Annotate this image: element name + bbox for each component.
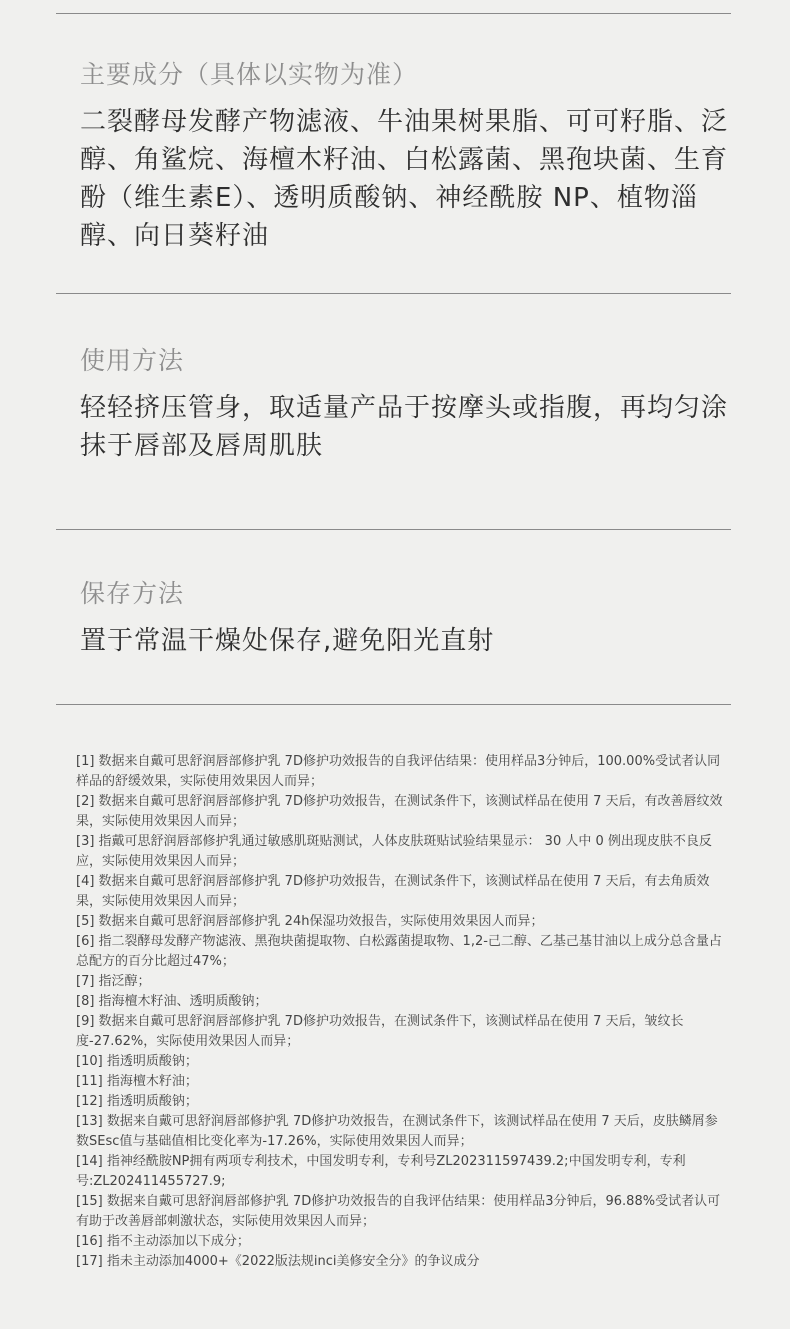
footnote-12: [12] 指透明质酸钠； — [76, 1094, 198, 1109]
ingredients-text: 二裂酵母发酵产物滤液、牛油果树果脂、可可籽脂、泛醇、角鲨烷、海檀木籽油、白松露菌、黑孢块菌、生育酚（维生素E）、透明质酸钠、神经酰胺 NP、植物淄醇、向日葵籽油 — [80, 107, 729, 251]
footnote-8: [8] 指海檀木籽油、透明质酸钠； — [76, 994, 268, 1009]
footnote-14: [14] 指神经酰胺NP拥有两项专利技术，中国发明专利，专利号ZL202311597439.2;中国发明专利，专利号:ZL202411455727.9; — [76, 1154, 686, 1189]
footnote-10: [10] 指透明质酸钠； — [76, 1054, 198, 1069]
footnote-3: [3] 指戴可思舒润唇部修护乳通过敏感肌斑贴测试，人体皮肤斑贴试验结果显示： 30 人中 0 例出现皮肤不良反应，实际使用效果因人而异； — [76, 834, 712, 869]
divider — [56, 704, 731, 705]
footnote-11: [11] 指海檀木籽油； — [76, 1074, 198, 1089]
footnote-7: [7] 指泛醇； — [76, 974, 151, 989]
footnote-13: [13] 数据来自戴可思舒润唇部修护乳 7D修护功效报告，在测试条件下，该测试样品在使用 7 天后，皮肤鳞屑参数SEsc值与基础值相比变化率为-17.26%，实际使用效果因人而异； — [76, 1114, 718, 1149]
usage-text: 轻轻挤压管身，取适量产品于按摩头或指腹，再均匀涂抹于唇部及唇周肌肤 — [80, 393, 729, 461]
footnotes — [76, 752, 726, 1272]
footnote-5: [5] 数据来自戴可思舒润唇部修护乳 24h保湿功效报告，实际使用效果因人而异； — [76, 914, 544, 929]
footnote-16: [16] 指不主动添加以下成分； — [76, 1234, 250, 1249]
divider — [56, 13, 731, 14]
usage-heading: 使用方法 — [80, 346, 185, 375]
footnote-9: [9] 数据来自戴可思舒润唇部修护乳 7D修护功效报告，在测试条件下，该测试样品在使用 7 天后，皱纹长度-27.62%，实际使用效果因人而异； — [76, 1014, 684, 1049]
storage-heading: 保存方法 — [80, 579, 185, 608]
divider — [56, 529, 731, 530]
storage-text: 置于常温干燥处保存,避免阳光直射 — [80, 626, 495, 656]
divider — [56, 293, 731, 294]
footnote-2: [2] 数据来自戴可思舒润唇部修护乳 7D修护功效报告，在测试条件下，该测试样品在使用 7 天后，有改善唇纹效果，实际使用效果因人而异； — [76, 794, 723, 829]
ingredients-heading: 主要成分（具体以实物为准） — [80, 60, 419, 89]
footnote-6: [6] 指二裂酵母发酵产物滤液、黑孢块菌提取物、白松露菌提取物、1,2-己二醇、乙基己基甘油以上成分总含量占总配方的百分比超过47%； — [76, 934, 722, 969]
footnote-1: [1] 数据来自戴可思舒润唇部修护乳 7D修护功效报告的自我评估结果：使用样品3分钟后，100.00%受试者认同样品的舒缓效果，实际使用效果因人而异； — [76, 754, 721, 789]
footnote-4: [4] 数据来自戴可思舒润唇部修护乳 7D修护功效报告，在测试条件下，该测试样品在使用 7 天后，有去角质效果，实际使用效果因人而异； — [76, 874, 710, 909]
footnote-17: [17] 指未主动添加4000+《2022版法规inci美修安全分》的争议成分 — [76, 1254, 480, 1269]
footnote-15: [15] 数据来自戴可思舒润唇部修护乳 7D修护功效报告的自我评估结果：使用样品3分钟后，96.88%受试者认可有助于改善唇部刺激状态，实际使用效果因人而异； — [76, 1194, 721, 1229]
